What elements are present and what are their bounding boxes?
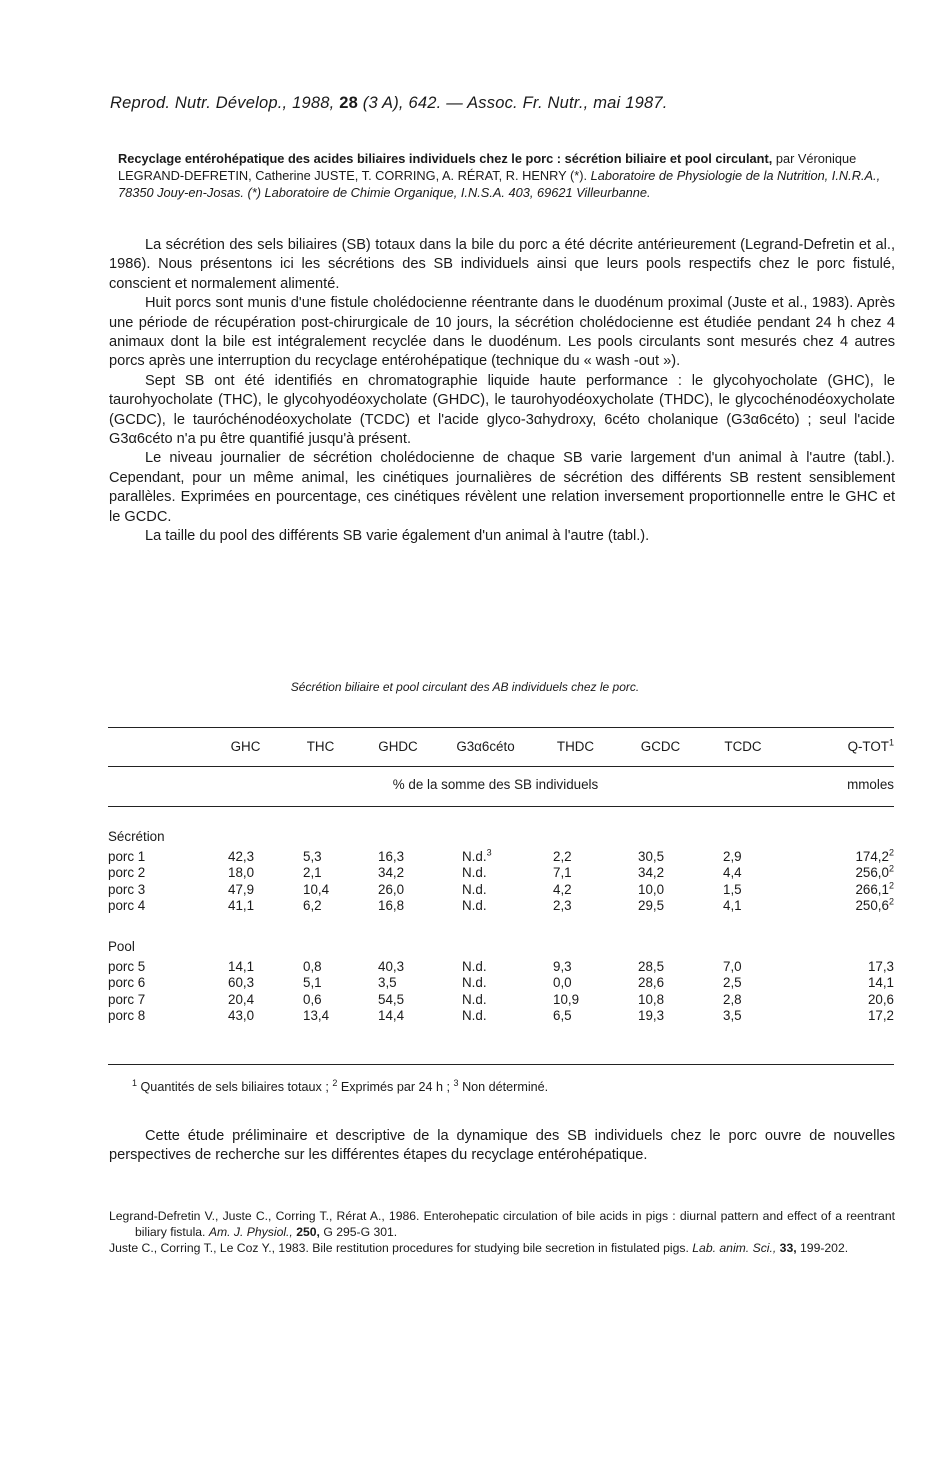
journal-name: Reprod. Nutr. Dévelop., — [110, 94, 288, 112]
reference-pages: 199-202. — [800, 1240, 849, 1255]
cell-value: 4,1 — [723, 898, 742, 914]
table-row — [108, 898, 894, 915]
table-cell — [283, 881, 358, 898]
table-row — [108, 975, 894, 992]
cell-value: 0,0 — [553, 975, 572, 991]
body-text — [109, 236, 895, 547]
table-cell — [783, 958, 894, 975]
column-header: GHDC — [378, 738, 418, 754]
cell-value: 17,2 — [867, 1008, 894, 1024]
column-header: GCDC — [640, 738, 681, 754]
table-bottom-rule — [108, 1064, 894, 1065]
table-footnote — [132, 1077, 892, 1094]
table-cell — [703, 898, 783, 915]
journal-issue: (3 A), 642. — — [362, 94, 463, 112]
unit-percent: % de la somme des SB individuels — [392, 776, 599, 792]
paragraph: La sécrétion des sels biliaires (SB) totaux dans la bile du porc a été décrite antérieurement (Legrand-Defretin et al., 1986). Nous présentons ici les sécrétions des SB individuels ainsi que leurs pools respectifs chez le porc fistulé, conscient et normalement alimenté. — [109, 237, 895, 292]
results-table — [108, 728, 894, 1024]
table-header-row — [108, 728, 894, 764]
table-cell — [618, 898, 703, 915]
cell-value: 54,5 — [378, 991, 405, 1007]
reference-volume: 33, — [779, 1240, 797, 1255]
table-cell — [783, 865, 894, 882]
table-cell — [618, 1008, 703, 1025]
cell-footnote-mark: 2 — [888, 880, 894, 891]
journal-year: 1988, — [292, 94, 335, 112]
paragraph: La taille du pool des différents SB varie également d'un animal à l'autre (tabl.). — [145, 528, 650, 545]
cell-value: 3,5 — [378, 975, 397, 991]
table-cell — [283, 958, 358, 975]
cell-footnote-mark: 3 — [486, 847, 492, 858]
table-cell — [703, 865, 783, 882]
table-cell — [703, 848, 783, 865]
table-row — [108, 848, 894, 865]
cell-value: 14,1 — [228, 958, 255, 974]
table-cell — [283, 848, 358, 865]
table-cell — [438, 991, 533, 1008]
table-cell — [358, 898, 438, 915]
qtot-label: Q-TOT — [847, 738, 889, 754]
table-cell — [358, 991, 438, 1008]
table-cell — [283, 975, 358, 992]
footnote-text: Exprimés par 24 h ; — [340, 1080, 451, 1094]
table-cell — [783, 1008, 894, 1025]
table-cell — [208, 975, 283, 992]
reference-journal: Am. J. Physiol., — [208, 1224, 293, 1239]
reference-text: Legrand-Defretin V., Juste C., Corring T., Rérat A., 1986. Enterohepatic circulation of bile acids in pigs : diurnal pattern and effect of a reentrant biliary fistula. — [109, 1209, 895, 1239]
cell-value: 30,5 — [638, 848, 665, 864]
cell-value: 6,2 — [303, 898, 322, 914]
section-label: Pool — [108, 939, 135, 954]
table-cell — [283, 865, 358, 882]
table-cell — [208, 881, 283, 898]
table-cell — [208, 958, 283, 975]
cell-value: 10,0 — [638, 881, 665, 897]
table-cell — [438, 848, 533, 865]
cell-value: 2,3 — [553, 898, 572, 914]
cell-value: N.d. — [462, 991, 487, 1007]
table-cell — [533, 881, 618, 898]
row-label: porc 4 — [108, 898, 146, 914]
cell-value: 10,4 — [303, 881, 330, 897]
cell-value: 1,5 — [723, 881, 742, 897]
cell-value: 41,1 — [228, 898, 255, 914]
cell-value: 47,9 — [228, 881, 255, 897]
table-section-row — [108, 804, 894, 848]
references — [109, 1209, 895, 1256]
table-cell — [783, 881, 894, 898]
cell-value: 5,3 — [303, 848, 322, 864]
table-cell — [358, 975, 438, 992]
cell-value: 3,5 — [723, 1008, 742, 1024]
paragraph: Sept SB ont été identifiés en chromatographie liquide haute performance : le glycohyocholate (GHC), le taurohyocholate (THC), le glycohyodéoxycholate (GHDC), le taurohyodéoxycholate (THDC), le glycochénodéoxycholate (GCDC), le tauróchénodéoxycholate (TCDC) et l'acide glyco-3αhydroxy, 6céto cholanique (G3α6céto) ; seul l'acide G3α6céto n'a pu être quantifié jusqu'à présent. — [109, 372, 895, 448]
cell-value: 7,0 — [723, 958, 742, 974]
row-label: porc 2 — [108, 865, 146, 881]
row-label: porc 6 — [108, 975, 146, 991]
reference-pages: G 295-G 301. — [323, 1224, 398, 1239]
table-cell — [533, 848, 618, 865]
cell-value: N.d. — [462, 865, 487, 881]
table-cell — [703, 975, 783, 992]
paragraph: Cette étude préliminaire et descriptive de la dynamique des SB individuels chez le porc ouvre de nouvelles perspectives de recherche sur les différentes étapes du recyclage entérohépatique. — [109, 1128, 895, 1164]
article-title: Recyclage entérohépatique des acides biliaires individuels chez le porc : sécrétion biliaire et pool circulant, — [118, 151, 773, 166]
cell-value: N.d. — [462, 1008, 487, 1024]
table-cell — [438, 865, 533, 882]
column-header: GHC — [230, 738, 261, 754]
cell-value: 19,3 — [638, 1008, 665, 1024]
affiliation-1: Laboratoire de Physiologie de la Nutrition, I.N.R.A., 78350 Jouy-en-Josas. — [118, 168, 881, 200]
cell-value: 29,5 — [638, 898, 665, 914]
cell-value: 18,0 — [228, 865, 255, 881]
table-cell — [783, 975, 894, 992]
cell-value: 0,8 — [303, 958, 322, 974]
column-header: THC — [306, 738, 335, 754]
cell-value: N.d. — [462, 975, 487, 991]
table-cell — [208, 898, 283, 915]
table-cell — [533, 898, 618, 915]
cell-value: 9,3 — [553, 958, 572, 974]
paragraph: Huit porcs sont munis d'une fistule cholédocienne réentrante dans le duodénum proximal (Juste et al., 1983). Après une période de récupération post-chirurgicale de 10 jours, la sécrétion cholédocienne est étudiée pendant 24 h chez 4 animaux dont la bile est intégralement recyclée dans le duodénum. Les pools circulants sont mesurés chez 4 autres porcs après une interruption du recyclage entérohépatique (technique du « wash -out »). — [109, 295, 895, 370]
article-header — [118, 150, 898, 201]
table-cell — [438, 975, 533, 992]
cell-value: N.d. — [462, 958, 487, 974]
column-header: THDC — [556, 738, 595, 754]
article-authors: par Véronique LEGRAND-DEFRETIN, Catherine JUSTE, T. CORRING, A. RÉRAT, R. HENRY (*). — [118, 151, 857, 183]
cell-value: 28,6 — [638, 975, 665, 991]
cell-value: 20,4 — [228, 991, 255, 1007]
table-cell — [438, 958, 533, 975]
cell-value: N.d. — [462, 848, 487, 864]
table-cell — [533, 958, 618, 975]
cell-value: 2,1 — [303, 865, 322, 881]
table-cell — [703, 991, 783, 1008]
table-row — [108, 958, 894, 975]
cell-value: 13,4 — [303, 1008, 330, 1024]
cell-value: N.d. — [462, 898, 487, 914]
unit-mmol: mmoles — [847, 776, 894, 792]
footnote-mark: 3 — [453, 1077, 459, 1088]
table-cell — [208, 991, 283, 1008]
table-caption: Sécrétion biliaire et pool circulant des AB individuels chez le porc. — [290, 680, 640, 694]
row-label: porc 1 — [108, 848, 146, 864]
table-cell — [358, 958, 438, 975]
row-label: porc 5 — [108, 958, 146, 974]
table-cell — [283, 991, 358, 1008]
reference-item — [109, 1241, 895, 1257]
cell-value: 4,4 — [723, 865, 742, 881]
cell-value: 26,0 — [378, 881, 405, 897]
table-cell — [208, 848, 283, 865]
table-unit-row — [108, 764, 894, 804]
table-cell — [358, 865, 438, 882]
table-cell — [358, 1008, 438, 1025]
table-cell — [438, 1008, 533, 1025]
cell-value: 43,0 — [228, 1008, 255, 1024]
cell-value: 10,9 — [553, 991, 580, 1007]
cell-value: 5,1 — [303, 975, 322, 991]
table-cell — [618, 881, 703, 898]
affiliation-2: (*) Laboratoire de Chimie Organique, I.N.S.A. 403, 69621 Villeurbanne. — [247, 185, 651, 200]
table-cell — [618, 975, 703, 992]
footnote-mark: 2 — [332, 1077, 338, 1088]
table-cell — [533, 991, 618, 1008]
cell-value: 2,8 — [723, 991, 742, 1007]
paragraph: Le niveau journalier de sécrétion cholédocienne de chaque SB varie largement d'un animal à l'autre (tabl.). Cependant, pour un même animal, les cinétiques journalières de sécrétion des différents SB restent sensiblement parallèles. Exprimées en pourcentage, ces cinétiques révèlent une relation inversement proportionnelle entre le GHC et le GCDC. — [109, 450, 895, 525]
table-cell — [438, 898, 533, 915]
reference-item — [109, 1209, 895, 1241]
table-cell — [283, 898, 358, 915]
cell-value: 40,3 — [378, 958, 405, 974]
table-cell — [703, 881, 783, 898]
table-cell — [358, 881, 438, 898]
cell-value: 0,6 — [303, 991, 322, 1007]
table-cell — [618, 865, 703, 882]
cell-value: 17,3 — [867, 958, 894, 974]
table-cell — [208, 1008, 283, 1025]
table-cell — [703, 958, 783, 975]
journal-meeting: Assoc. Fr. Nutr., mai 1987. — [467, 94, 668, 112]
footnote-text: Non déterminé. — [462, 1080, 549, 1094]
column-header: G3α6céto — [456, 738, 515, 754]
cell-value: 60,3 — [228, 975, 255, 991]
table-cell — [783, 898, 894, 915]
journal-volume: 28 — [339, 94, 358, 112]
cell-value: 4,2 — [553, 881, 572, 897]
cell-value: 174,2 — [855, 848, 889, 864]
cell-value: 250,6 — [855, 898, 889, 914]
cell-value: N.d. — [462, 881, 487, 897]
table-cell — [618, 991, 703, 1008]
table-cell — [783, 991, 894, 1008]
reference-volume: 250, — [296, 1224, 320, 1239]
footnote-text: Quantités de sels biliaires totaux ; — [140, 1080, 329, 1094]
table-cell — [533, 975, 618, 992]
table-row — [108, 881, 894, 898]
reference-text: Juste C., Corring T., Le Coz Y., 1983. Bile restitution procedures for studying bile secretion in fistulated pigs. — [109, 1240, 689, 1255]
cell-value: 256,0 — [855, 865, 889, 881]
section-label: Sécrétion — [108, 829, 165, 844]
table-cell — [358, 848, 438, 865]
cell-value: 16,8 — [378, 898, 405, 914]
cell-value: 7,1 — [553, 865, 572, 881]
cell-value: 2,2 — [553, 848, 572, 864]
conclusion — [109, 1127, 895, 1166]
cell-value: 2,9 — [723, 848, 742, 864]
column-header: TCDC — [724, 738, 762, 754]
cell-value: 6,5 — [553, 1008, 572, 1024]
journal-header — [110, 94, 870, 113]
table-row — [108, 865, 894, 882]
column-header-qtot — [783, 728, 894, 764]
table-cell — [703, 1008, 783, 1025]
cell-value: 34,2 — [638, 865, 665, 881]
table-row — [108, 1008, 894, 1025]
cell-value: 14,1 — [867, 975, 894, 991]
table-cell — [533, 1008, 618, 1025]
table-cell — [438, 881, 533, 898]
cell-value: 16,3 — [378, 848, 405, 864]
cell-value: 42,3 — [228, 848, 255, 864]
cell-value: 2,5 — [723, 975, 742, 991]
cell-value: 10,8 — [638, 991, 665, 1007]
cell-footnote-mark: 2 — [888, 863, 894, 874]
cell-value: 20,6 — [867, 991, 894, 1007]
cell-value: 28,5 — [638, 958, 665, 974]
table-cell — [208, 865, 283, 882]
reference-journal: Lab. anim. Sci., — [692, 1240, 777, 1255]
table-cell — [618, 958, 703, 975]
footnote-mark: 1 — [132, 1077, 138, 1088]
table-cell — [618, 848, 703, 865]
table-cell — [283, 1008, 358, 1025]
cell-footnote-mark: 2 — [888, 896, 894, 907]
table-cell — [783, 848, 894, 865]
table-section-row — [108, 914, 894, 958]
row-label: porc 3 — [108, 881, 146, 897]
table-cell — [533, 865, 618, 882]
cell-value: 14,4 — [378, 1008, 405, 1024]
table-row — [108, 991, 894, 1008]
qtot-sup: 1 — [888, 737, 894, 748]
row-label: porc 8 — [108, 1008, 146, 1024]
cell-value: 34,2 — [378, 865, 405, 881]
cell-value: 266,1 — [855, 881, 889, 897]
cell-footnote-mark: 2 — [888, 847, 894, 858]
row-label: porc 7 — [108, 991, 146, 1007]
